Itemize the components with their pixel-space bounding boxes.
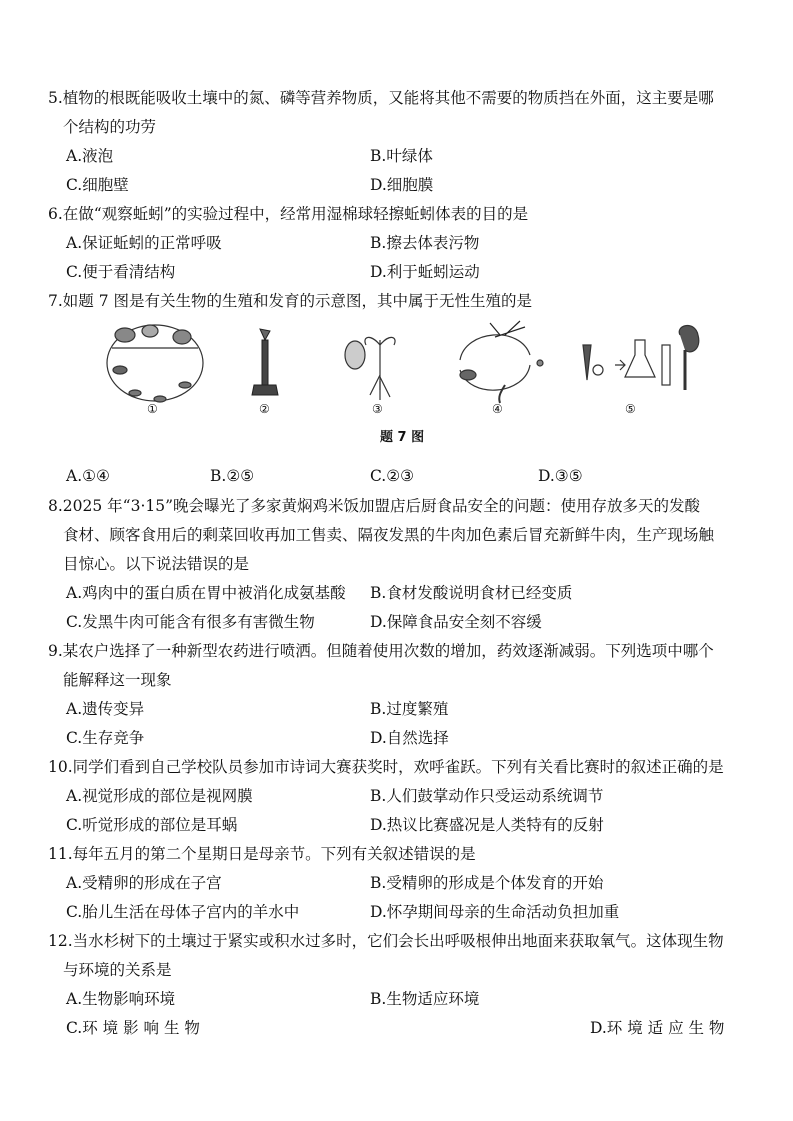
q11-option-c: C.胎儿生活在母体子宫内的羊水中 <box>66 903 300 921</box>
q11-option-a: A.受精卵的形成在子宫 <box>66 874 222 892</box>
q12-option-d: D.环 境 适 应 生 物 <box>590 1019 725 1037</box>
q6-option-a: A.保证蚯蚓的正常呼吸 <box>66 234 222 252</box>
q5-option-b: B.叶绿体 <box>370 147 433 165</box>
q8-stem-line1: 8.2025 年“3·15”晚会曝光了多家黄焖鸡米饭加盟店后厨食品安全的问题：使用存放多天的发酸 <box>48 497 701 515</box>
q7-figure-title: 题 7 图 <box>380 430 425 445</box>
q9-option-b: B.过度繁殖 <box>370 700 449 718</box>
tissue-culture-illustration <box>583 326 699 390</box>
q10-option-b: B.人们鼓掌动作只受运动系统调节 <box>370 787 604 805</box>
mosquito-life-cycle-illustration <box>460 321 543 403</box>
q7-figure-label-4: ④ <box>492 402 503 416</box>
q7-figure <box>100 315 700 415</box>
q8-stem-line2: 食材、顾客食用后的剩菜回收再加工售卖、隔夜发黑的牛肉加色素后冒充新鲜牛肉，生产现场触 <box>63 526 715 544</box>
q9-stem-line2: 能解释这一现象 <box>63 671 172 689</box>
q8-stem-line3: 目惊心。以下说法错误的是 <box>63 555 250 573</box>
q6-option-b: B.擦去体表污物 <box>370 234 480 252</box>
q7-figure-label-2: ② <box>259 402 270 416</box>
q10-option-c: C.听觉形成的部位是耳蜗 <box>66 816 238 834</box>
q7-figure-label-1: ① <box>147 402 158 416</box>
q8-option-a: A.鸡肉中的蛋白质在胃中被消化成氨基酸 <box>66 584 346 602</box>
q7-option-d: D.③⑤ <box>538 467 583 485</box>
q12-option-a: A.生物影响环境 <box>66 990 176 1008</box>
q10-option-d: D.热议比赛盛况是人类特有的反射 <box>370 816 604 834</box>
q9-option-c: C.生存竞争 <box>66 729 145 747</box>
q12-stem-line1: 12.当水杉树下的土壤过于紧实或积水过多时，它们会长出呼吸根伸出地面来获取氧气。这体现生物 <box>48 932 724 950</box>
q11-option-d: D.怀孕期间母亲的生命活动负担加重 <box>370 903 620 921</box>
q8-option-b: B.食材发酸说明食材已经变质 <box>370 584 573 602</box>
q6-option-c: C.便于看清结构 <box>66 263 176 281</box>
q7-figure-label-5: ⑤ <box>625 402 636 416</box>
q12-option-c: C.环 境 影 响 生 物 <box>66 1019 200 1037</box>
q6-option-d: D.利于蚯蚓运动 <box>370 263 480 281</box>
q5-stem-line1: 5.植物的根既能吸收土壤中的氮、磷等营养物质，又能将其他不需要的物质挡在外面，这主要是哪 <box>48 89 714 107</box>
q5-option-c: C.细胞壁 <box>66 176 129 194</box>
q5-stem-line2: 个结构的功劳 <box>63 118 157 136</box>
q11-stem: 11.每年五月的第二个星期日是母亲节。下列有关叙述错误的是 <box>48 845 476 863</box>
frog-life-cycle-illustration <box>107 325 203 402</box>
plant-cutting-illustration <box>252 329 278 395</box>
q7-figure-label-3: ③ <box>372 402 383 416</box>
q12-option-b: B.生物适应环境 <box>370 990 480 1008</box>
seed-germination-illustration <box>345 337 395 400</box>
q7-option-b: B.②⑤ <box>210 467 255 485</box>
q5-option-a: A.液泡 <box>66 147 114 165</box>
q9-option-d: D.自然选择 <box>370 729 449 747</box>
q9-option-a: A.遗传变异 <box>66 700 145 718</box>
q7-option-a: A.①④ <box>66 467 110 485</box>
q8-option-d: D.保障食品安全刻不容缓 <box>370 613 542 631</box>
q9-stem-line1: 9.某农户选择了一种新型农药进行喷洒。但随着使用次数的增加，药效逐渐减弱。下列选项中哪个 <box>48 642 714 660</box>
q8-option-c: C.发黑牛肉可能含有很多有害微生物 <box>66 613 315 631</box>
q7-option-c: C.②③ <box>370 467 415 485</box>
q10-option-a: A.视觉形成的部位是视网膜 <box>66 787 253 805</box>
q10-stem: 10.同学们看到自己学校队员参加市诗词大赛获奖时，欢呼雀跃。下列有关看比赛时的叙述正确的是 <box>48 758 724 776</box>
q7-stem: 7.如题 7 图是有关生物的生殖和发育的示意图，其中属于无性生殖的是 <box>48 292 533 310</box>
q5-option-d: D.细胞膜 <box>370 176 434 194</box>
q6-stem: 6.在做“观察蚯蚓”的实验过程中，经常用湿棉球轻擦蚯蚓体表的目的是 <box>48 205 529 223</box>
q11-option-b: B.受精卵的形成是个体发育的开始 <box>370 874 604 892</box>
q12-stem-line2: 与环境的关系是 <box>63 961 172 979</box>
